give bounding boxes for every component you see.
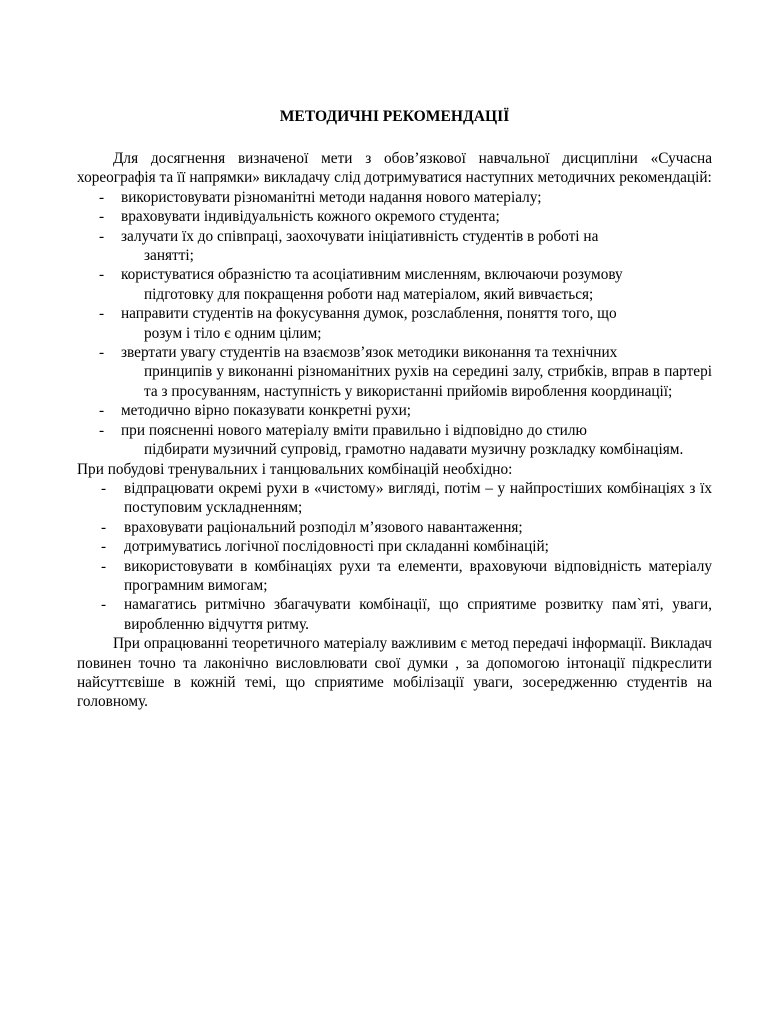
list-item-text: звертати увагу студентів на взаємозв’язок методики виконання та технічних xyxy=(121,344,618,362)
list-dash: - xyxy=(99,305,105,323)
list-item-text: використовувати різноманітні методи надання нового матеріалу; xyxy=(121,188,542,206)
list-item-text: при поясненні нового матеріалу вміти правильно і відповідно до стилю xyxy=(121,421,587,439)
list-item-text: враховувати індивідуальність кожного окремого студента; xyxy=(121,208,500,226)
closing-paragraph: При опрацюванні теоретичного матеріалу важливим є метод передачі інформації. Викладач повинен точно та лаконічно висловлювати свої думки , за допомогою інтонації підкреслити найсуттєвіше в кожній темі, що сприятиме мобілізації уваги, зосередженню студентів на головному. xyxy=(77,635,712,711)
list-item xyxy=(77,557,712,596)
list-item-text: відпрацювати окремі рухи в «чистому» вигляді, потім – у найпростіших комбінаціях з їх поступовим ускладненням; xyxy=(124,479,712,517)
combinations-heading: При побудові тренувальних і танцювальних комбінацій необхідно: xyxy=(77,460,513,478)
list-dash: - xyxy=(101,538,107,556)
list-item-text: залучати їх до співпраці, заохочувати ініціативність студентів в роботі на xyxy=(121,227,599,245)
list-item xyxy=(77,421,712,460)
list-item xyxy=(77,265,712,304)
list-item-continuation: підбирати музичний супровід, грамотно надавати музичну розкладку комбінаціям. xyxy=(144,441,684,459)
recommendations-list xyxy=(77,188,712,460)
list-item-continuation: розум і тіло є одним цілим; xyxy=(144,324,322,342)
list-dash: - xyxy=(99,266,105,284)
combinations-list xyxy=(77,479,712,634)
list-item-text: направити студентів на фокусування думок, розслаблення, поняття того, що xyxy=(121,305,617,323)
list-item xyxy=(77,188,712,207)
list-item-text: враховувати раціональний розподіл м’язового навантаження; xyxy=(124,518,523,536)
list-item-text: намагатись ритмічно збагачувати комбінації, що сприятиме розвитку пам`яті, уваги, виробленню відчуття ритму. xyxy=(124,596,712,633)
list-dash: - xyxy=(101,557,107,575)
list-item xyxy=(77,343,712,401)
list-item-text: методично вірно показувати конкретні рухи; xyxy=(121,402,412,420)
list-dash: - xyxy=(101,596,107,614)
list-dash: - xyxy=(99,344,105,362)
list-dash: - xyxy=(99,421,105,439)
list-item xyxy=(77,304,712,343)
list-dash: - xyxy=(101,479,107,497)
list-dash: - xyxy=(99,208,105,226)
list-item xyxy=(77,518,712,537)
list-item xyxy=(77,207,712,226)
list-item-text: користуватися образністю та асоціативним мисленням, включаючи розумову xyxy=(121,266,623,284)
list-dash: - xyxy=(99,402,105,420)
list-item-continuation: занятті; xyxy=(144,247,194,265)
list-item-text: дотримуватись логічної послідовності при складанні комбінацій; xyxy=(124,538,549,556)
list-item xyxy=(77,595,712,634)
list-item xyxy=(77,537,712,556)
list-item-text: використовувати в комбінаціях рухи та елементи, враховуючи відповідність матеріалу програмним вимогам; xyxy=(124,557,712,594)
list-item xyxy=(77,401,712,420)
list-dash: - xyxy=(99,188,105,206)
list-dash: - xyxy=(101,518,107,536)
list-item xyxy=(77,479,712,518)
page-title: МЕТОДИЧНІ РЕКОМЕНДАЦІЇ xyxy=(279,108,510,125)
list-item-continuation: підготовку для покращення роботи над матеріалом, який вивчається; xyxy=(144,285,594,303)
document-body xyxy=(77,149,712,712)
list-item xyxy=(77,227,712,266)
list-dash: - xyxy=(99,227,105,245)
list-item-continuation: принципів у виконанні різноманітних рухів на середині залу, стрибків, вправ в партері та з просуванням, наступність у використанні прийомів вироблення координації; xyxy=(144,363,712,400)
intro-paragraph: Для досягнення визначеної мети з обов’язкової навчальної дисципліни «Сучасна хореографія та її напрямки» викладачу слід дотримуватися наступних методичних рекомендацій: xyxy=(77,150,712,187)
